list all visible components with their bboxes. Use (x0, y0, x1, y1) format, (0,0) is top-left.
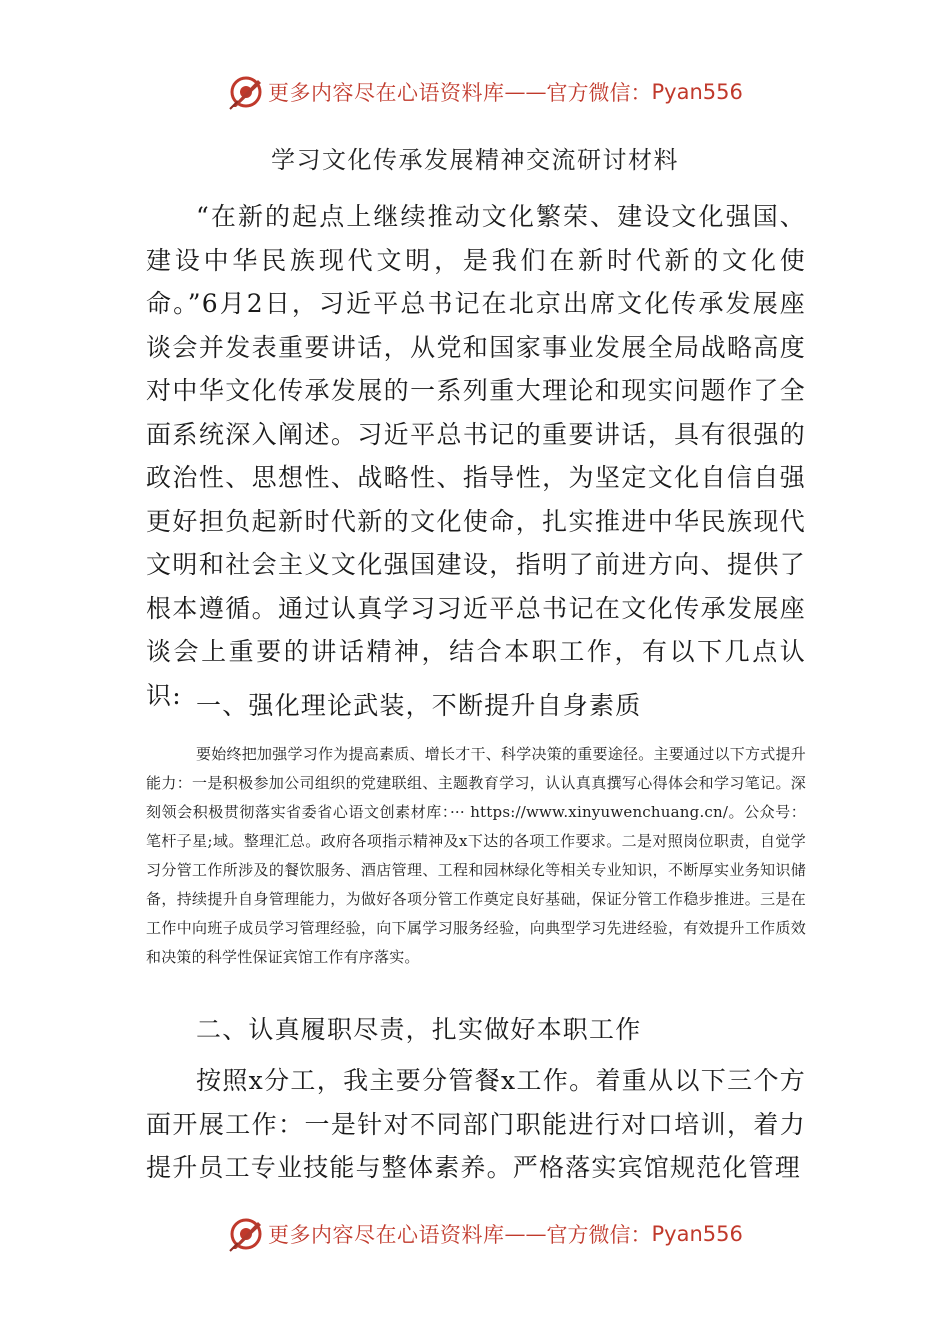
banner-main-text: 更多内容尽在心语资料库 (268, 1223, 505, 1247)
footer-banner (228, 1214, 788, 1254)
section-heading-2: 二、认真履职尽责，扎实做好本职工作 (196, 1015, 642, 1044)
section-2-paragraph: 按照x分工，我主要分管餐x工作。着重从以下三个方面开展工作：一是针对不同部门职能进行对口培训，着力提升员工专业技能与整体素养。严格落实宾馆规范化管理 (146, 1066, 806, 1182)
intro-paragraph: “在新的起点上继续推动文化繁荣、建设文化强国、建设中华民族现代文明，是我们在新时代新的文化使命。”6月2日，习近平总书记在北京出席文化传承发展座谈会并发表重要讲话，从党和国家事业发展全局战略高度对中华文化传承发展的一系列重大理论和现实问题作了全面系统深入阐述。习近平总书记的重要讲话，具有很强的政治性、思想性、战略性、指导性，为坚定文化自信自强更好担负起新时代新的文化使命，扎实推进中华民族现代文明和社会主义文化强国建设，指明了前进方向、提供了根本遵循。通过认真学习习近平总书记在文化传承发展座谈会上重要的讲话精神，结合本职工作，有以下几点认识: (146, 202, 806, 710)
section-1-paragraph: 要始终把加强学习作为提高素质、增长才干、科学决策的重要途径。主要通过以下方式提升能力：一是积极参加公司组织的党建联组、主题教育学习，认认真真撰写心得体会和学习笔记。深刻领会积极贯彻落实省委省心语文创素材库：··· https://www.xinyuwenchuang.cn/。公众号：笔杆子星;域。整理汇总。政府各项指示精神及x下达的各项工作要求。二是对照岗位职责，自觉学习分管工作所涉及的餐饮服务、酒店管理、工程和园林绿化等相关专业知识，不断厚实业务知识储备，持续提升自身管理能力，为做好各项分管工作奠定良好基础，保证分管工作稳步推进。三是在工作中向班子成员学习管理经验，向下属学习服务经验，向典型学习先进经验，有效提升工作质效和决策的科学性保证宾馆工作有序落实。 (146, 745, 806, 966)
banner-label: 官方微信： (546, 1223, 652, 1247)
banner-dash: —— (504, 80, 547, 104)
feather-logo-icon (228, 74, 264, 110)
banner-wechat-id: Pyan556 (651, 80, 743, 104)
header-banner (228, 72, 788, 112)
section-heading-1: 一、强化理论武装，不断提升自身素质 (196, 691, 642, 720)
feather-logo-icon (228, 1216, 264, 1252)
banner-label: 官方微信： (546, 81, 652, 105)
banner-wechat-id: Pyan556 (651, 1222, 743, 1246)
document-title: 学习文化传承发展精神交流研讨材料 (271, 146, 679, 174)
banner-main-text: 更多内容尽在心语资料库 (268, 81, 505, 105)
banner-dash: —— (504, 1222, 547, 1246)
